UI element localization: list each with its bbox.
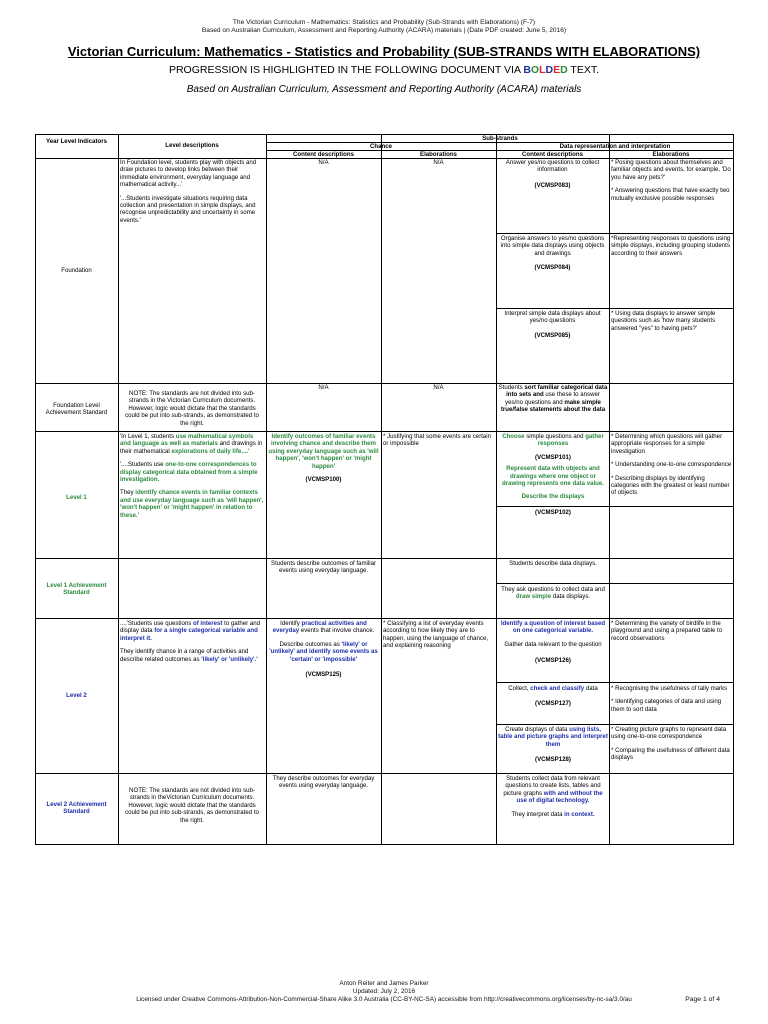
level-2-description: ....'Students use questions of interest to gather and display data for a single categorical variable and interpret it. They identify chance in a range of activities and describe related outcomes as 'likely' or 'unlikely'.' bbox=[120, 620, 261, 663]
foundation-data-content-3: Interpret simple data displays about yes/no questions (VCMSP085) bbox=[504, 310, 601, 339]
row-label-level-1: Level 1 bbox=[66, 494, 87, 501]
col-header-data-rep: Data representation and interpretation bbox=[559, 142, 671, 150]
level-1-chance-content: Identify outcomes of familiar events involving chance and describe them using everyday language such as 'will happen', 'won't happen' or 'might happen' (VCMSP100) bbox=[268, 433, 379, 484]
bolded-letter: D bbox=[560, 64, 568, 76]
col-header-year-level: Year Level Indicators bbox=[46, 138, 107, 145]
foundation-chance-content: N/A bbox=[318, 159, 329, 166]
foundation-as-chance-elab: N/A bbox=[433, 384, 444, 391]
row-label-level-2-as: Level 2 Achievement Standard bbox=[46, 801, 107, 816]
level-2-chance-content: Identify practical activities and everyday events that involve chance. Describe outcomes as 'likely' or 'unlikely' and identify some events as 'certain' or 'impossible' (VCMSP125) bbox=[269, 620, 378, 679]
row-label-foundation: Foundation bbox=[61, 267, 92, 274]
foundation-data-elab-1: * Posing questions about themselves and familiar objects and events, for example, 'Do you have any pets?' * Answering questions that have exactly two mutually exclusive possible responses bbox=[611, 159, 731, 202]
foundation-as-note: NOTE: The standards are not divided into sub-strands in the Victorian Curriculum documents. However, logic would dictate that the standards could be put into sub-strands, as demonstrated to the right. bbox=[125, 390, 259, 427]
foundation-description: In Foundation level, students play with objects and draw pictures to develop links between their immediate environment, everyday language and mathematical activity...' '...Students investigate situations requiring data collection and presentation in simple displays, and recognise unpredictability and uncertainty in some events.' bbox=[120, 159, 257, 224]
doc-header-line-1: The Victorian Curriculum - Mathematics: Statistics and Probability (Sub-Strands with Elaborations) (F-7) bbox=[232, 19, 536, 26]
bolded-letter: B bbox=[523, 64, 531, 76]
col-header-data-elab: Elaborations bbox=[652, 150, 690, 158]
col-header-chance-content: Content descriptions bbox=[293, 150, 354, 158]
col-header-chance-elab: Elaborations bbox=[420, 150, 457, 158]
bolded-word bbox=[523, 64, 567, 76]
row-label-foundation-as: Foundation Level Achievement Standard bbox=[45, 402, 108, 417]
row-label-level-1-as: Level 1 Achievement Standard bbox=[46, 582, 107, 597]
level-2-data-elab-3: * Creating picture graphs to represent data using one-to-one correspondence * Comparing the usefulness of different data displays bbox=[611, 726, 730, 762]
level-2-data-elab-1: * Determining the variety of birdlife in the playground and using a prepared table to record observations bbox=[611, 620, 723, 642]
col-header-level-descriptions: Level descriptions bbox=[165, 142, 219, 149]
curriculum-table bbox=[35, 134, 734, 845]
doc-header-line-2: Based on Australian Curriculum, Assessment and Reporting Authority (ACARA) materials | (Date PDF created: June 5, 2016) bbox=[201, 27, 567, 34]
level-1-as-chance: Students describe outcomes of familiar events using everyday language. bbox=[271, 560, 376, 575]
footer-license: Licensed under Creative Commons-Attribution-Non-Commercial-Share Alike 3.0 Australia (CC-BY-NC-SA) accessible from http://creativecommons.org/licenses/by-nc-sa/3.0/au bbox=[136, 996, 632, 1003]
foundation-data-content-1: Answer yes/no questions to collect information (VCMSP083) bbox=[505, 159, 600, 189]
col-header-data-content: Content descriptions bbox=[522, 150, 583, 158]
level-2-chance-elab: * Classifying a list of everyday events according to how likely they are to happen, using the language of chance, and explaining reasoning bbox=[383, 620, 489, 650]
level-1-data-elab: * Determining which questions will gather appropriate responses for a simple investigation * Understanding one-to-one correspondence * Describing displays by identifying categories with the greatest or least number of objects bbox=[611, 433, 732, 497]
level-2-as-chance: They describe outcomes for everyday events using everyday language. bbox=[272, 775, 375, 790]
level-1-data-content: Choose simple questions and gather responses (VCMSP101) Represent data with objects and drawings where one object or drawing represents one data value. Describe the displays (VCMSP102) bbox=[502, 433, 604, 516]
bolded-letter: E bbox=[553, 64, 561, 76]
level-2-data-content-2: Collect, check and classify data (VCMSP127) bbox=[508, 685, 598, 708]
foundation-as-chance-content: N/A bbox=[318, 384, 329, 391]
foundation-as-data: Students sort familiar categorical data into sets and use these to answer yes/no questions and make simple true/false statements about the data bbox=[498, 384, 608, 414]
bolded-letter: L bbox=[539, 64, 546, 76]
bolded-letter: D bbox=[545, 64, 554, 76]
page-number: Page 1 of 4 bbox=[685, 996, 720, 1003]
footer-authors: Anton Reiter and James Parker bbox=[339, 980, 429, 987]
bolded-letter: O bbox=[530, 64, 540, 76]
col-header-chance: Chance bbox=[369, 142, 392, 150]
footer-updated: Updated: July 2, 2016 bbox=[352, 988, 416, 995]
foundation-data-elab-2: *Representing responses to questions using simple displays, including grouping students according to their answers bbox=[611, 235, 731, 257]
based-on-note: Based on Australian Curriculum, Assessment and Reporting Authority (ACARA) materials bbox=[186, 84, 582, 95]
foundation-data-elab-3: * Using data displays to answer simple questions such as 'how many students answered "yes" to having pets?' bbox=[611, 310, 716, 332]
level-2-as-note: NOTE: The standards are not divided into sub-strands in theVictorian Curriculum documents. However, logic would dictate that the standards could be put into sub-strands, as demonstrated to the right. bbox=[125, 787, 259, 824]
level-1-as-data-2: They ask questions to collect data and draw simple data displays. bbox=[501, 586, 605, 601]
level-1-description: 'In Level 1, students use mathematical symbols and language as well as materials and drawings in their mathematical explorations of daily life....' '....Students use one-to-one correspondences to display categorical data obtained from a simple investigation. They identify chance events in familiar contexts and use everyday language such as 'will happen', 'won't happen' or 'might happen' in relation to these.' bbox=[120, 433, 264, 519]
progression-note: PROGRESSION IS HIGHLIGHTED IN THE FOLLOWING DOCUMENT VIA BOLDED TEXT. bbox=[168, 64, 600, 76]
level-2-data-content-1: Identify a question of interest based on one categorical variable. Gather data relevant to the question (VCMSP126) bbox=[500, 620, 606, 665]
page-title: Victorian Curriculum: Mathematics - Statistics and Probability (SUB-STRANDS WITH ELABORATIONS) bbox=[67, 44, 701, 59]
level-2-data-elab-2: * Recognising the usefulness of tally marks * Identifying categories of data and using them to sort data bbox=[611, 685, 728, 713]
col-header-sub-strands: Sub-strands bbox=[482, 134, 518, 142]
row-label-level-2: Level 2 bbox=[66, 692, 87, 699]
foundation-data-content-2: Organise answers to yes/no questions into simple data displays using objects and drawings (VCMSP084) bbox=[500, 235, 605, 272]
level-1-chance-elab: * Justifying that some events are certain or impossible bbox=[383, 433, 492, 448]
foundation-chance-elab: N/A bbox=[433, 159, 444, 166]
level-2-as-data: Students collect data from relevant questions to create lists, tables and picture graphs with and without the use of digital technology. They interpret data in context. bbox=[503, 775, 603, 818]
level-2-data-content-3: Create displays of data using lists, table and picture graphs and interpret them (VCMSP128) bbox=[498, 726, 608, 764]
level-1-as-data-1: Students describe data displays. bbox=[509, 560, 597, 567]
